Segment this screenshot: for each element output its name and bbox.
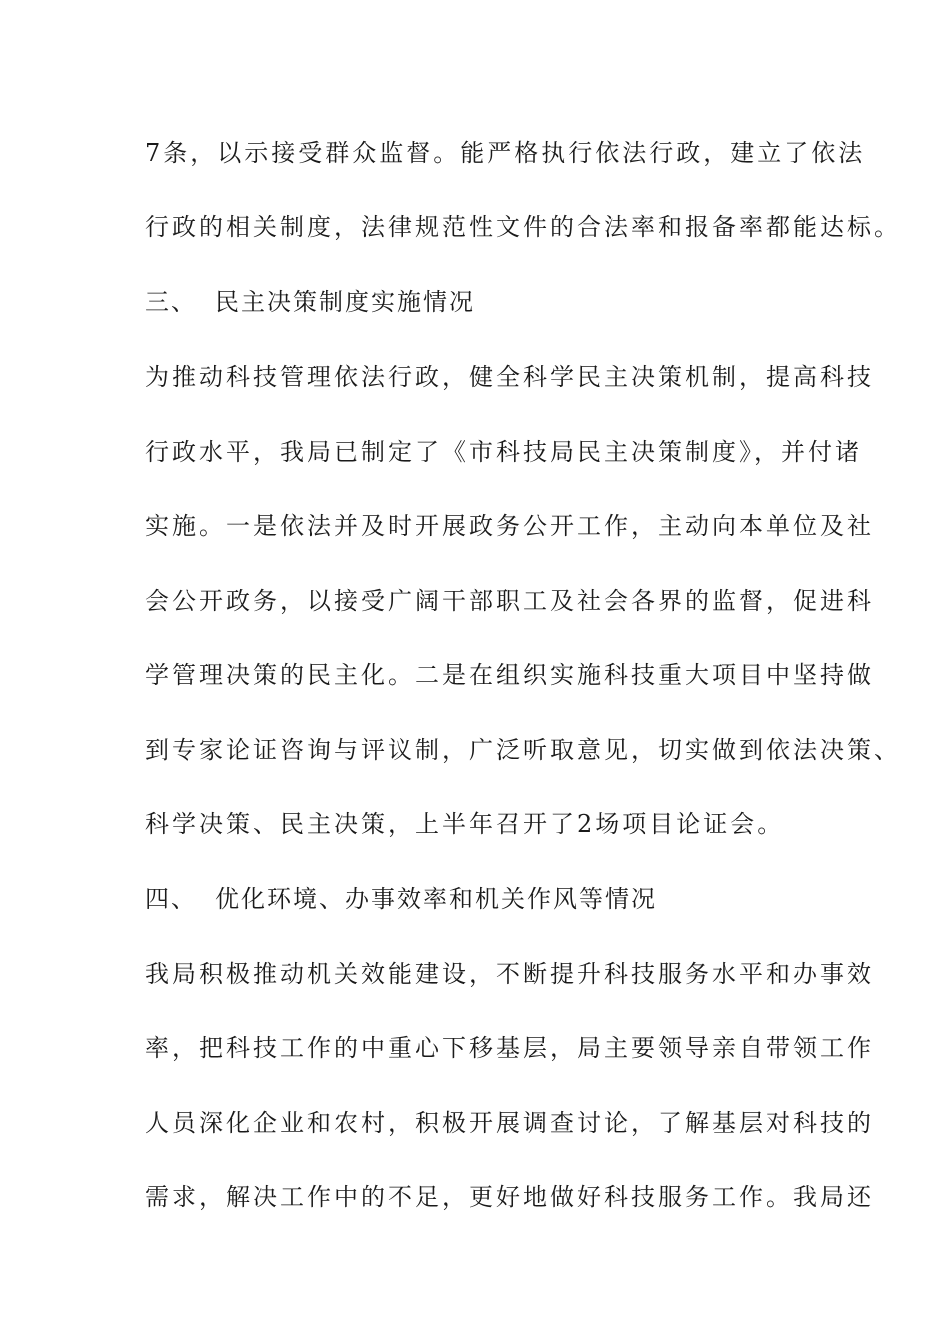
section-heading-3 (145, 286, 475, 318)
section-number: 三、 (145, 288, 197, 316)
paragraph-line: 行政水平，我局已制定了《市科技局民主决策制度》，并付诸 (145, 438, 862, 466)
paragraph-line: 为推动科技管理依法行政，健全科学民主决策机制，提高科技 (145, 363, 874, 391)
section-number: 四、 (145, 885, 197, 913)
section-heading-4 (145, 883, 657, 915)
paragraph-line: 学管理决策的民主化。二是在组织实施科技重大项目中坚持做 (145, 661, 874, 689)
paragraph-line: 到专家论证咨询与评议制，广泛听取意见，切实做到依法决策、 (145, 736, 901, 764)
paragraph-line: 我局积极推动机关效能建设，不断提升科技服务水平和办事效 (145, 960, 874, 988)
paragraph-line: 率，把科技工作的中重心下移基层，局主要领导亲自带领工作 (145, 1034, 874, 1062)
paragraph-line: 人员深化企业和农村，积极开展调查讨论，了解基层对科技的 (145, 1109, 874, 1137)
paragraph-line: 7条，以示接受群众监督。能严格执行依法行政，建立了依法 (145, 139, 866, 167)
paragraph-line: 行政的相关制度，法律规范性文件的合法率和报备率都能达标。 (145, 213, 901, 241)
section-title: 优化环境、办事效率和机关作风等情况 (215, 885, 657, 913)
section-title: 民主决策制度实施情况 (215, 288, 475, 316)
paragraph-line: 会公开政务，以接受广阔干部职工及社会各界的监督，促进科 (145, 587, 874, 615)
paragraph-line: 科学决策、民主决策，上半年召开了2场项目论证会。 (145, 810, 785, 838)
paragraph-line: 实施。一是依法并及时开展政务公开工作，主动向本单位及社 (145, 512, 874, 540)
paragraph-line: 需求，解决工作中的不足，更好地做好科技服务工作。我局还 (145, 1183, 874, 1211)
